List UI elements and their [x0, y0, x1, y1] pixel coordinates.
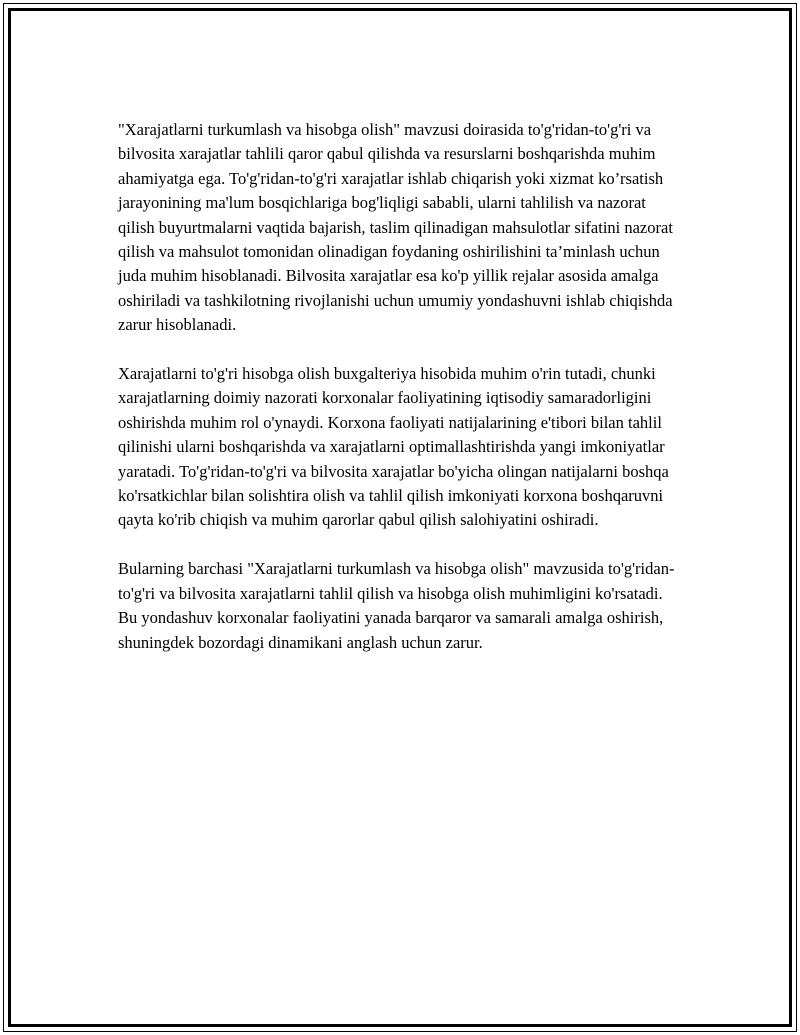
paragraph-3: Bularning barchasi "Xarajatlarni turkumlash va hisobga olish" mavzusida to'g'ridan-to'g'ri va bilvosita xarajatlarni tahlil qilish va hisobga olish muhimligini ko'rsatadi. Bu yondashuv korxonalar faoliyatini yanada barqaror va samarali amalga oshirish, shuningdek bozordagi dinamikani anglash uchun zarur.	[118, 559, 675, 652]
paragraph-2: Xarajatlarni to'g'ri hisobga olish buxgalteriya hisobida muhim o'rin tutadi, chunki xarajatlarning doimiy nazorati korxonalar faoliyatining iqtisodiy samaradorligini oshirishda muhim rol o'ynaydi. Korxona faoliyati natijalarining e'tibori bilan tahlil qilinishi ularni boshqarishda va xarajatlarni optimallashtirishda yangi imkoniyatlar yaratadi. To'g'ridan-to'g'ri va bilvosita xarajatlar bo'yicha olingan natijalarni boshqa ko'rsatkichlar bilan solishtira olish va tahlil qilish imkoniyati korxona boshqaruvni qayta ko'rib chiqish va muhim qarorlar qabul qilish salohiyatini oshiradi.	[118, 364, 669, 530]
document-body	[118, 118, 678, 679]
paragraph-1: "Xarajatlarni turkumlash va hisobga olish" mavzusi doirasida to'g'ridan-to'g'ri va bilvosita xarajatlar tahlili qaror qabul qilishda va resurslarni boshqarishda muhim ahamiyatga ega. To'g'ridan-to'g'ri xarajatlar ishlab chiqarish yoki xizmat ko’rsatish jarayonining ma'lum bosqichlariga bog'liqligi sababli, ularni tahlilish va nazorat qilish buyurtmalarni vaqtida bajarish, taslim qilinadigan mahsulotlar sifatini nazorat qilish va mahsulot tomonidan olinadigan foydaning oshirilishini ta’minlash uchun juda muhim hisoblanadi. Bilvosita xarajatlar esa ko'p yillik rejalar asosida amalga oshiriladi va tashkilotning rivojlanishi uchun umumiy yondashuvni ishlab chiqishda zarur hisoblanadi.	[118, 120, 673, 335]
